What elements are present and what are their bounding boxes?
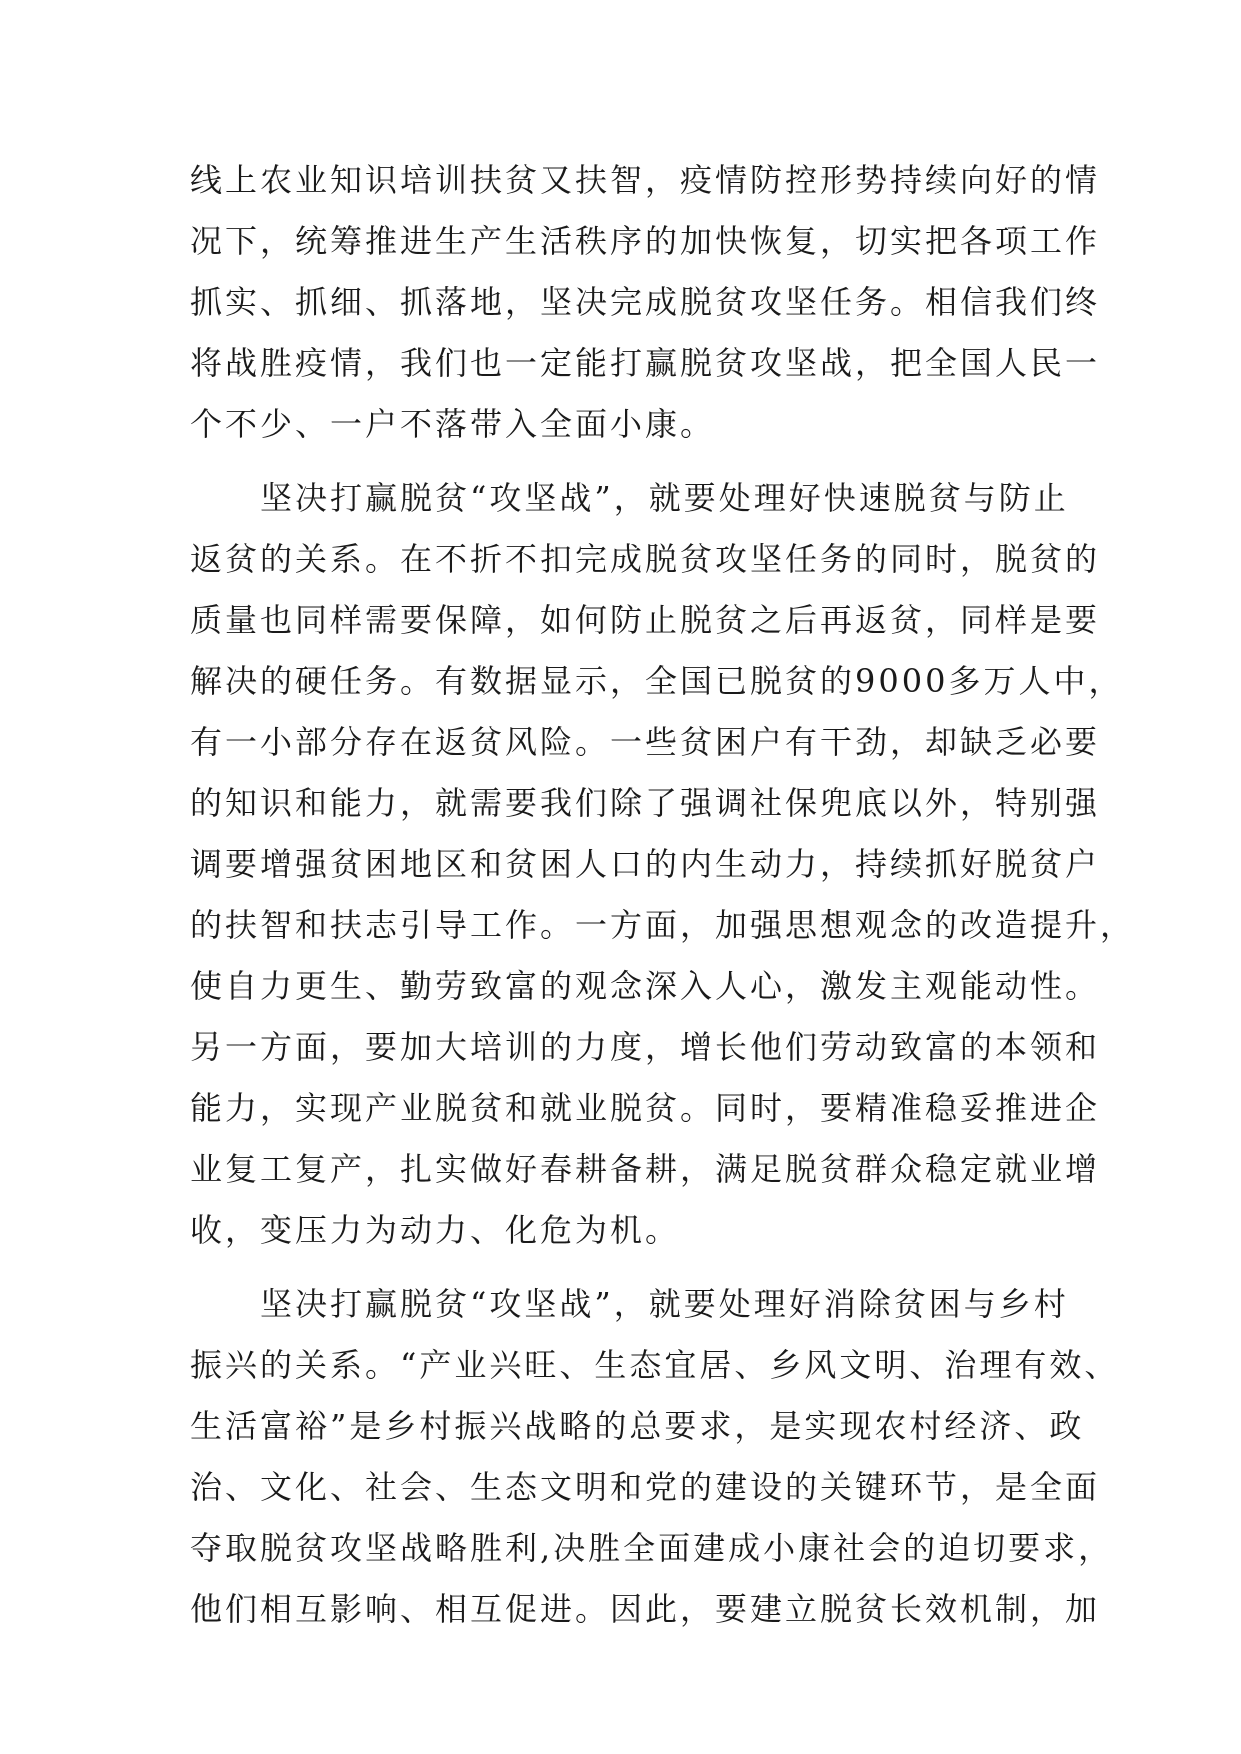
text-line: 解决的硬任务。有数据显示，全国已脱贫的9000多万人中， bbox=[190, 662, 1124, 700]
body-text bbox=[190, 150, 1136, 1640]
text-line: 个不少、一户不落带入全面小康。 bbox=[190, 405, 716, 443]
text-line: 线上农业知识培训扶贫又扶智，疫情防控形势持续向好的情 bbox=[190, 161, 1101, 199]
text-line: 治、文化、社会、生态文明和党的建设的关键环节，是全面 bbox=[190, 1468, 1101, 1506]
text-line: 有一小部分存在返贫风险。一些贫困户有干劲，却缺乏必要 bbox=[190, 723, 1101, 761]
text-line: 的知识和能力，就需要我们除了强调社保兜底以外，特别强 bbox=[190, 784, 1101, 822]
text-line: 抓实、抓细、抓落地，坚决完成脱贫攻坚任务。相信我们终 bbox=[190, 283, 1101, 321]
text-line: 况下，统筹推进生产生活秩序的加快恢复，切实把各项工作 bbox=[190, 222, 1101, 260]
text-line: 能力，实现产业脱贫和就业脱贫。同时，要精准稳妥推进企 bbox=[190, 1089, 1101, 1127]
paragraph-spacer bbox=[190, 455, 1050, 468]
text-line: 另一方面，要加大培训的力度，增长他们劳动致富的本领和 bbox=[190, 1028, 1101, 1066]
paragraph-1 bbox=[190, 150, 1101, 455]
text-line: 振兴的关系。“产业兴旺、生态宜居、乡风文明、治理有效、 bbox=[190, 1346, 1120, 1384]
paragraph-spacer bbox=[190, 1261, 1050, 1274]
text-line: 夺取脱贫攻坚战略胜利,决胜全面建成小康社会的迫切要求， bbox=[190, 1529, 1114, 1567]
text-line: 调要增强贫困地区和贫困人口的内生动力，持续抓好脱贫户 bbox=[190, 845, 1101, 883]
text-line: 生活富裕”是乡村振兴战略的总要求，是实现农村经济、政 bbox=[190, 1407, 1085, 1445]
text-line: 收，变压力为动力、化危为机。 bbox=[190, 1211, 681, 1249]
paragraph-2 bbox=[190, 468, 1136, 1261]
text-line: 将战胜疫情，我们也一定能打赢脱贫攻坚战，把全国人民一 bbox=[190, 344, 1101, 382]
text-line: 的扶智和扶志引导工作。一方面，加强思想观念的改造提升， bbox=[190, 906, 1136, 944]
paragraph-3 bbox=[190, 1274, 1120, 1640]
text-line: 业复工复产，扎实做好春耕备耕，满足脱贫群众稳定就业增 bbox=[190, 1150, 1101, 1188]
text-line: 返贫的关系。在不折不扣完成脱贫攻坚任务的同时，脱贫的 bbox=[190, 540, 1101, 578]
text-line: 质量也同样需要保障，如何防止脱贫之后再返贫，同样是要 bbox=[190, 601, 1101, 639]
text-line: 坚决打赢脱贫“攻坚战”，就要处理好快速脱贫与防止 bbox=[190, 479, 1069, 517]
text-line: 他们相互影响、相互促进。因此，要建立脱贫长效机制，加 bbox=[190, 1590, 1101, 1628]
text-line: 坚决打赢脱贫“攻坚战”，就要处理好消除贫困与乡村 bbox=[190, 1285, 1069, 1323]
text-line: 使自力更生、勤劳致富的观念深入人心，激发主观能动性。 bbox=[190, 967, 1101, 1005]
